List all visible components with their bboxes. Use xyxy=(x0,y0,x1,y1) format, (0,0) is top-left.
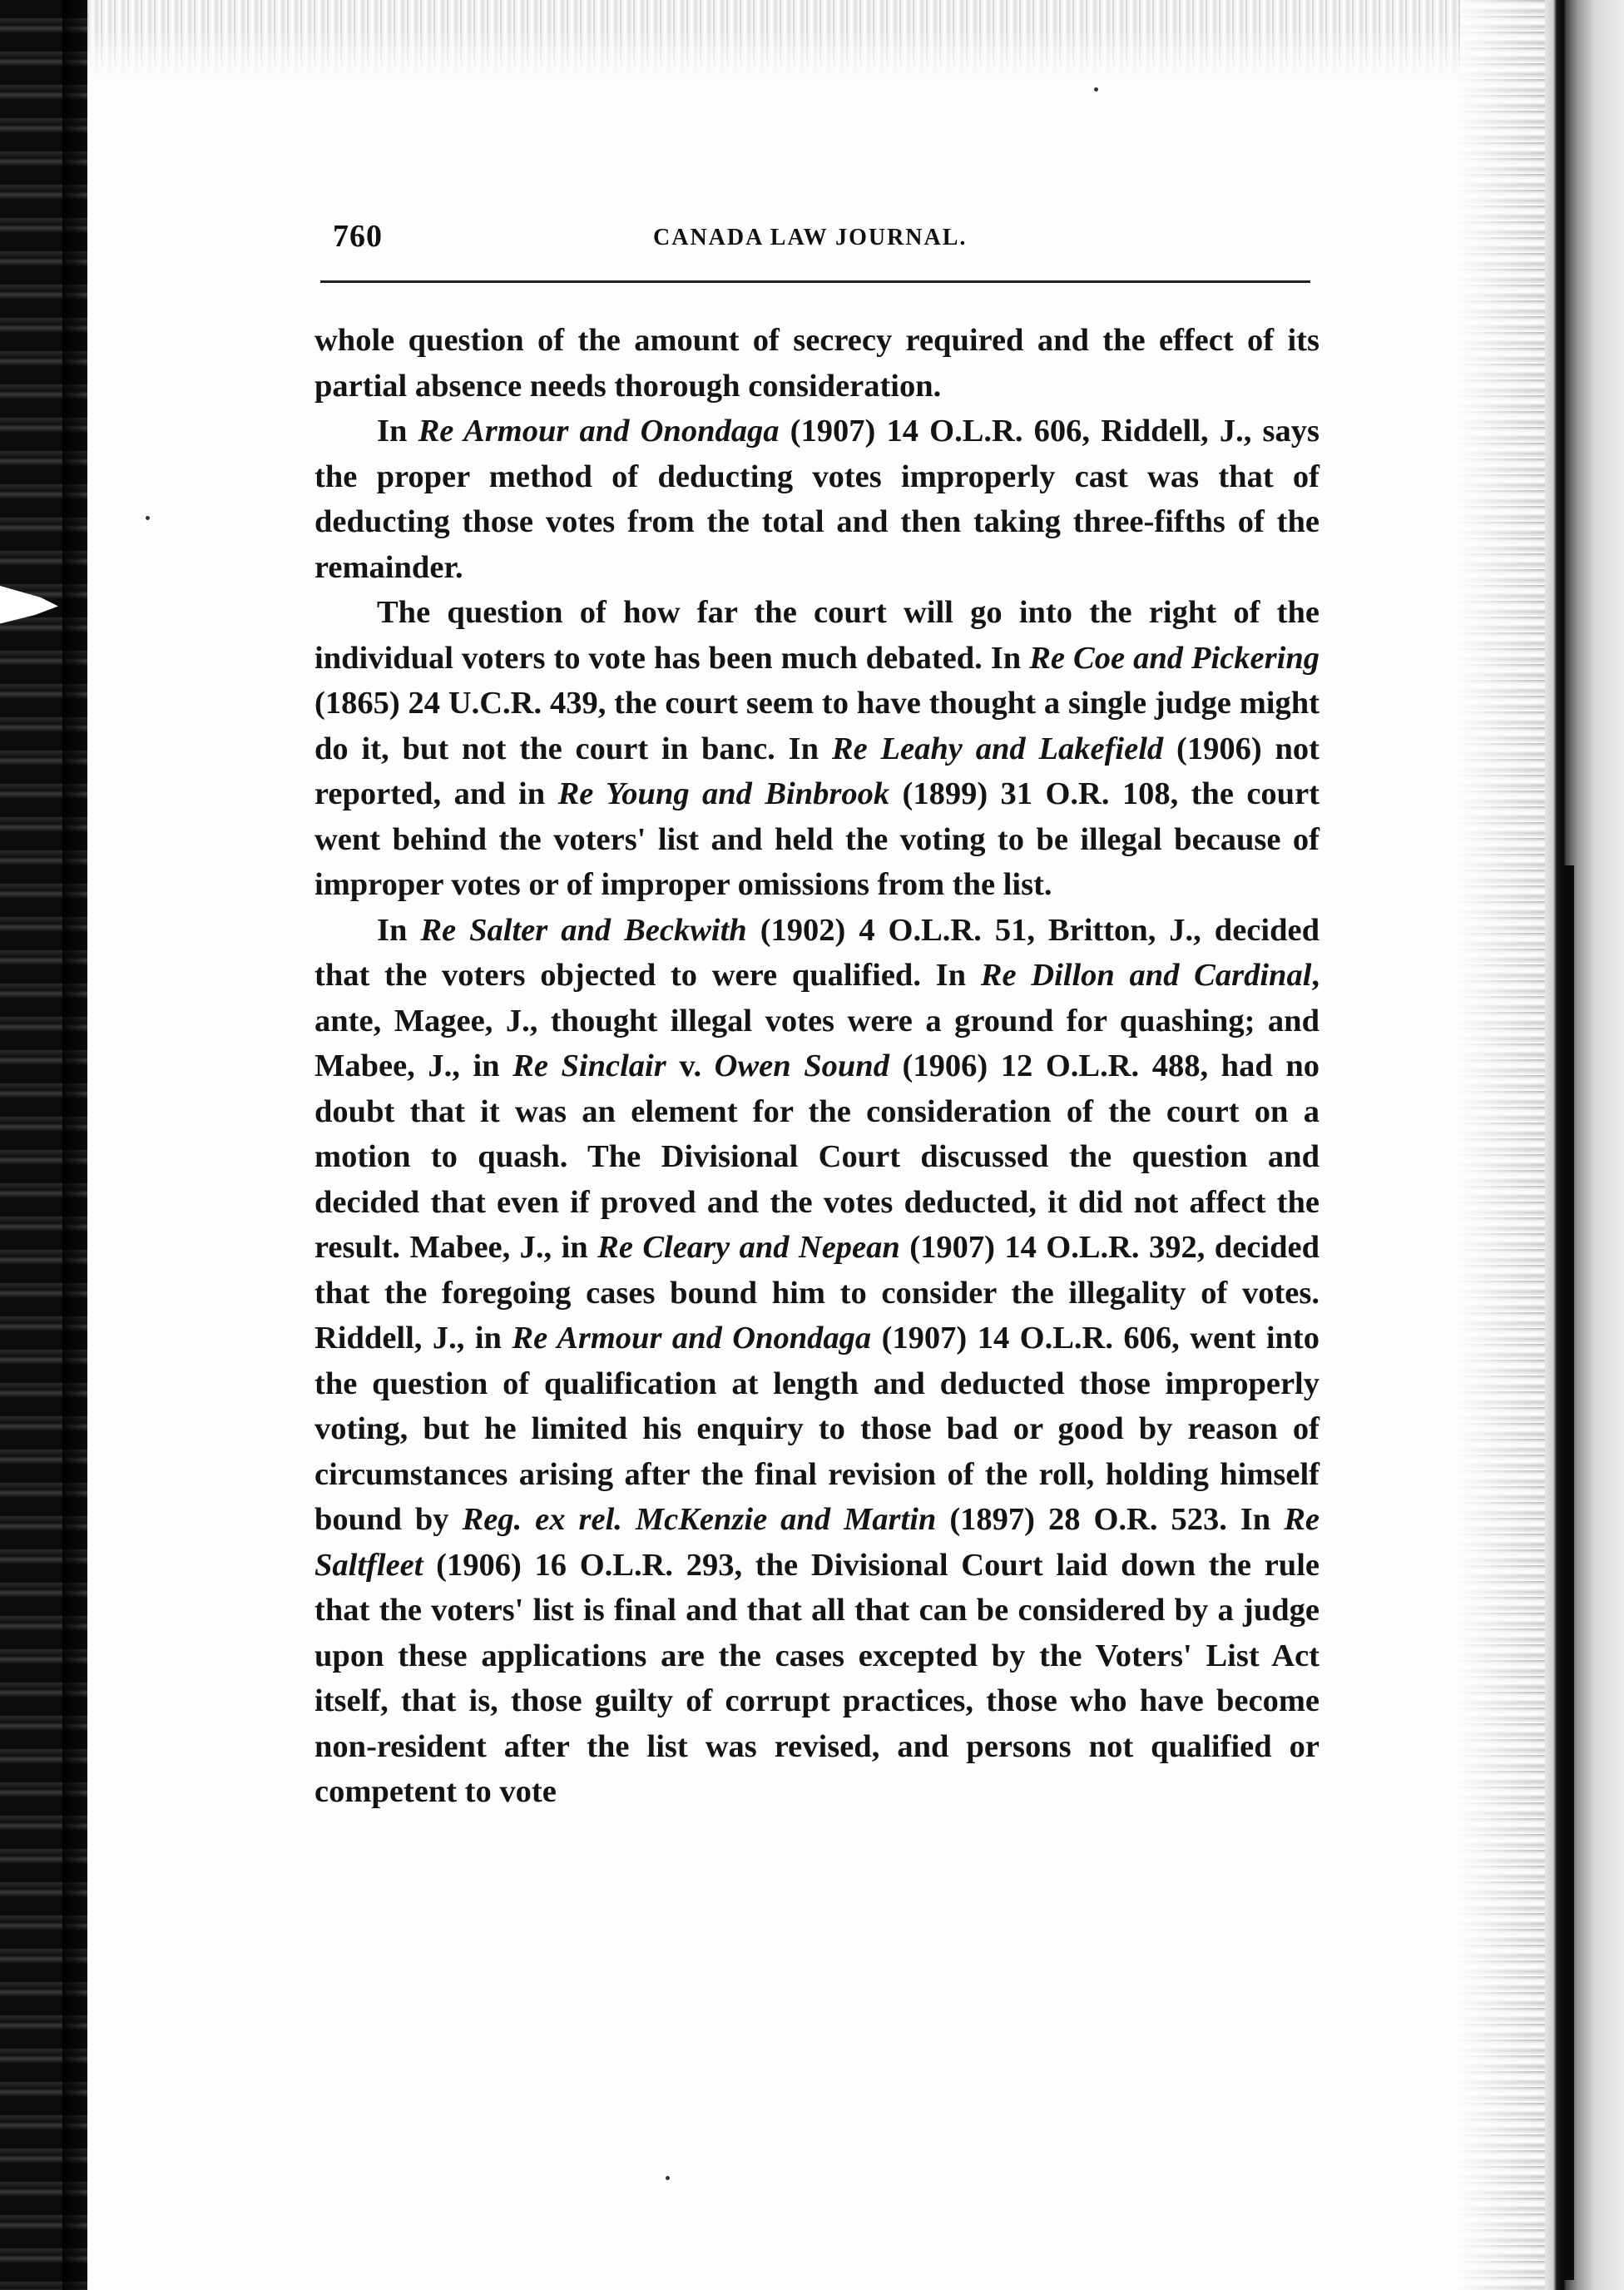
paragraph xyxy=(314,908,1320,1815)
paragraph xyxy=(314,409,1320,590)
text-run: The question of how far the court will go into the right of the individual voters to vote has been much debated. In xyxy=(314,595,1320,676)
case-name: Reg. ex rel. McKenzie and Martin xyxy=(462,1502,937,1537)
case-name: Re Leahy and Lakefield xyxy=(831,731,1164,766)
case-name: Re Armour and Onondaga xyxy=(418,414,780,449)
text-run: (1899) 31 O.R. 108, the court went behind the voters' list and held the voting to be illegal because of improper votes or of improper omissions from the list. xyxy=(314,776,1320,902)
case-name: Re Saltfleet xyxy=(314,1502,1320,1583)
header-rule xyxy=(320,280,1310,283)
scan-speck xyxy=(146,516,150,520)
text-run: (1906) 12 O.L.R. 488, had no doubt that it was an element for the consideration of the court on a motion to quash. The Divisional Court discussed the question and decided that even if proved and the votes deducted, it did not affect the result. Mabee, J., in xyxy=(314,1048,1320,1265)
text-run: v. xyxy=(666,1048,715,1083)
case-name: Re Cleary and Nepean xyxy=(597,1230,900,1265)
running-head: CANADA LAW JOURNAL. xyxy=(653,225,968,250)
scan-right-binding-line xyxy=(1564,865,1574,2280)
text-run: (1907) 14 O.L.R. 392, decided that the foregoing cases bound him to consider the illegality of votes. Riddell, J., in xyxy=(314,1230,1320,1356)
scan-left-border xyxy=(0,0,87,2290)
text-run: (1865) 24 U.C.R. 439, the court seem to have thought a single judge might do it, but not the court in banc. In xyxy=(314,686,1320,766)
body-text xyxy=(314,318,1320,1815)
scan-right-border xyxy=(1545,0,1624,2290)
text-run: (1907) 14 O.L.R. 606, went into the question of qualification at length and deducted those improperly voting, but he limited his enquiry to those bad or good by reason of circumstances arising after the final revision of the roll, holding himself bound by xyxy=(314,1321,1320,1537)
scan-top-speckle xyxy=(87,0,1460,79)
text-run: (1906) 16 O.L.R. 293, the Divisional Court laid down the rule that the voters' list is final and that all that can be considered by a judge upon these applications are the cases excepted by the Voters' List Act itself, that is, those guilty of corrupt practices, those who have become non-resident after the list was revised, and persons not qualified or competent to vote xyxy=(314,1547,1320,1809)
case-name: Re Young and Binbrook xyxy=(557,776,890,811)
scan-speck xyxy=(1094,87,1098,92)
text-run: In xyxy=(377,912,421,948)
paragraph xyxy=(314,590,1320,908)
case-name: Re Sinclair xyxy=(512,1048,666,1083)
case-name: Re Coe and Pickering xyxy=(1029,640,1320,676)
page-number: 760 xyxy=(333,219,383,254)
case-name: Owen Sound xyxy=(714,1048,889,1083)
text-run: whole question of the amount of secrecy required and the effect of its partial absence needs thorough consideration. xyxy=(314,323,1320,404)
case-name: Re Dillon and Cardinal xyxy=(980,958,1312,993)
text-run: (1897) 28 O.R. 523. In xyxy=(936,1502,1285,1537)
scan-right-speckle xyxy=(1453,0,1545,2290)
scan-speck xyxy=(666,2176,670,2180)
paragraph xyxy=(314,318,1320,409)
case-name: Re Salter and Beckwith xyxy=(420,912,747,948)
text-run: (1906) not reported, and in xyxy=(314,731,1320,811)
text-run: (1907) 14 O.L.R. 606, Riddell, J., says the proper method of deducting votes improperly cast was that of deducting those votes from the total and then taking three-fifths of the remainder. xyxy=(314,414,1320,585)
case-name: Re Armour and Onondaga xyxy=(512,1321,872,1356)
text-run: , ante, Magee, J., thought illegal votes were a ground for quashing; and Mabee, J., in xyxy=(314,958,1320,1083)
text-run: (1902) 4 O.L.R. 51, Britton, J., decided that the voters objected to were qualified. In xyxy=(314,912,1320,993)
page-header xyxy=(333,218,1306,268)
text-run: In xyxy=(377,414,418,449)
